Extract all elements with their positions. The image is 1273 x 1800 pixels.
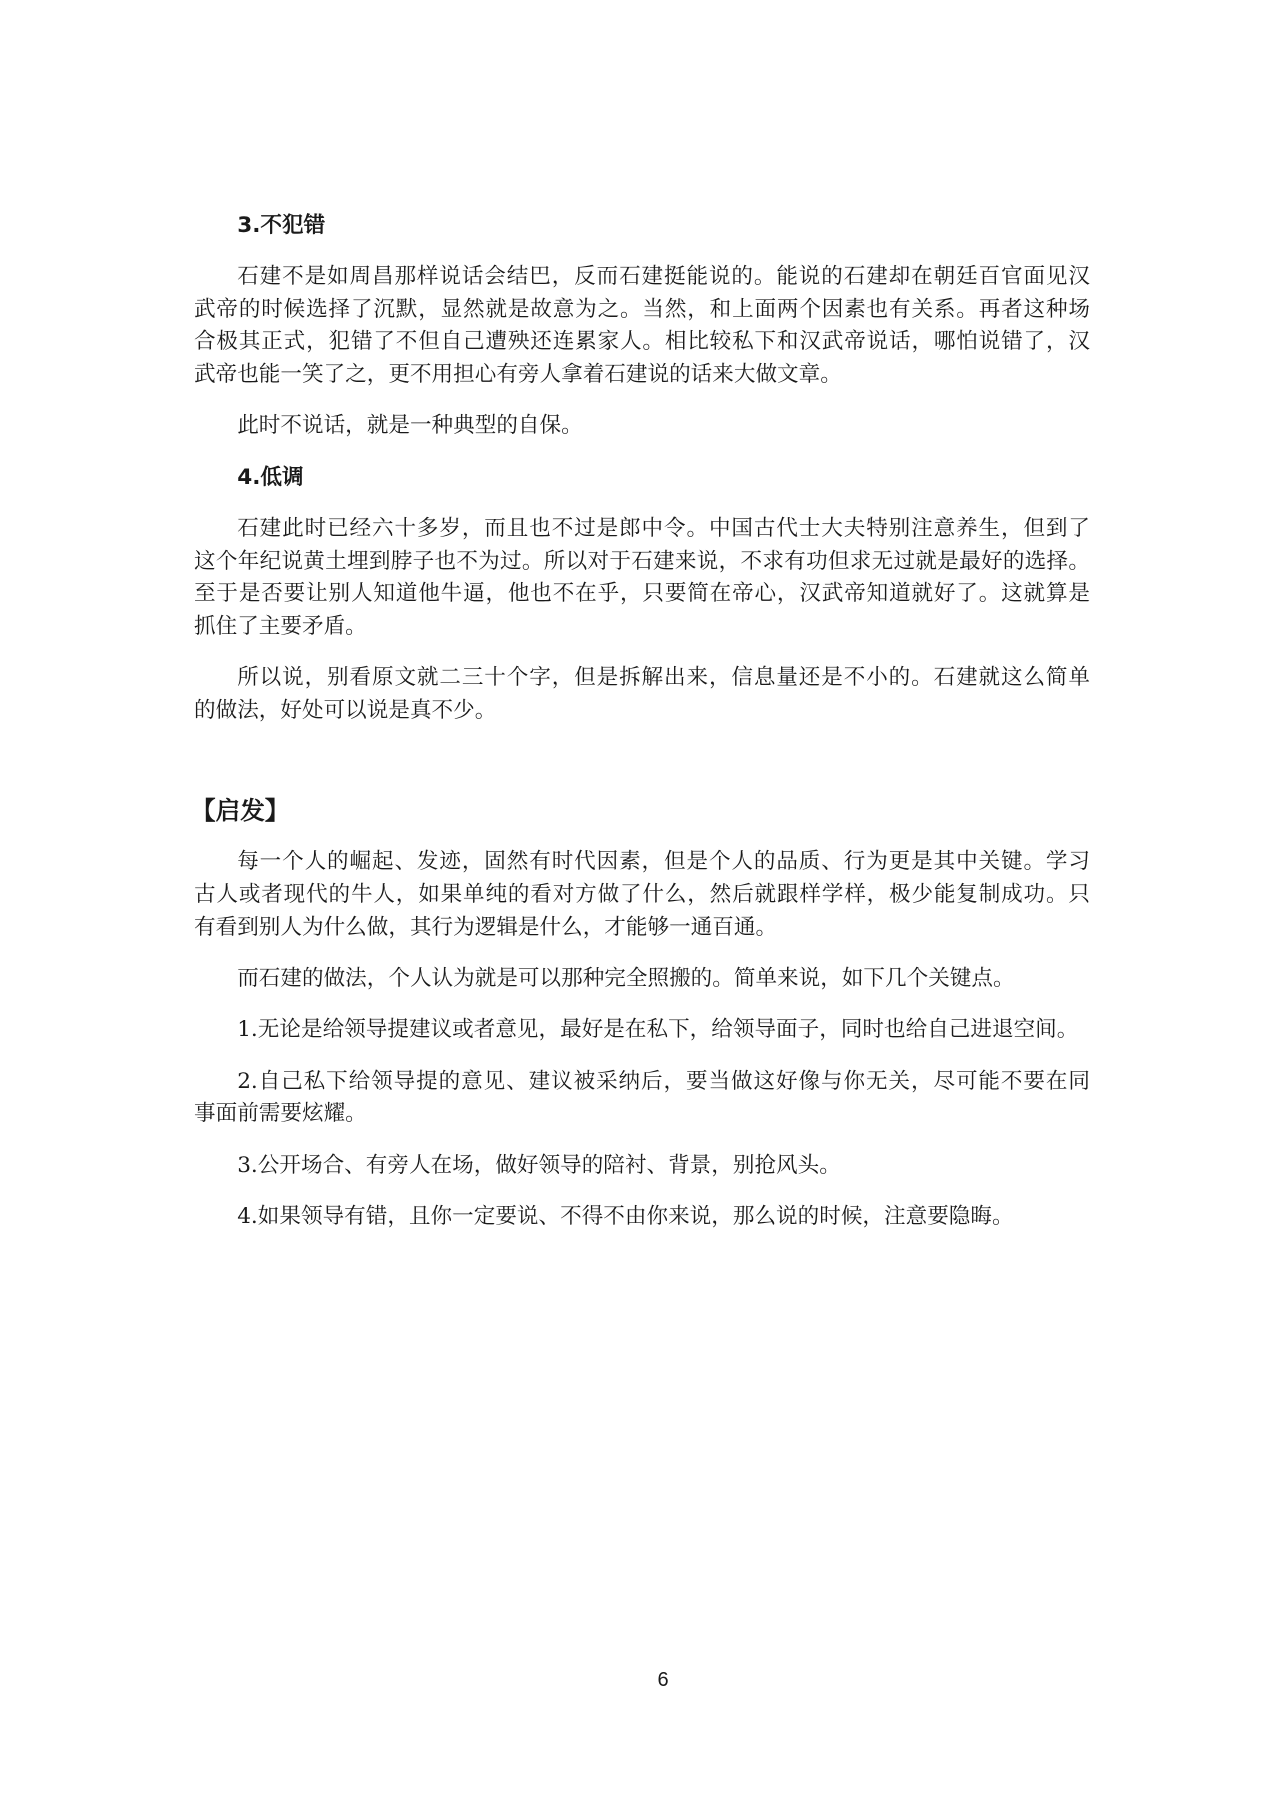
section-heading: 3.不犯错 — [237, 212, 326, 238]
paragraph-line: 2.自己私下给领导提的意见、建议被采纳后，要当做这好像与你无关，尽可能不要在同 — [237, 1068, 1090, 1094]
paragraph-line: 石建此时已经六十多岁，而且也不过是郎中令。中国古代士大夫特别注意养生，但到了 — [237, 515, 1090, 541]
paragraph-line: 而石建的做法，个人认为就是可以那种完全照搬的。简单来说，如下几个关键点。 — [237, 966, 1015, 992]
list-item — [194, 1150, 1090, 1183]
paragraph-line: 古人或者现代的牛人，如果单纯的看对方做了什么，然后就跟样学样，极少能复制成功。只 — [194, 882, 1090, 908]
paragraph — [194, 846, 1090, 944]
section-heading: 4.低调 — [237, 464, 304, 490]
paragraph-line: 武帝的时候选择了沉默，显然就是故意为之。当然，和上面两个因素也有关系。再者这种场 — [194, 296, 1090, 322]
paragraph-line: 每一个人的崛起、发迹，固然有时代因素，但是个人的品质、行为更是其中关键。学习 — [237, 849, 1090, 875]
list-item — [194, 1014, 1090, 1047]
paragraph — [194, 662, 1090, 728]
page-content — [191, 210, 1090, 1252]
paragraph-line: 的做法，好处可以说是真不少。 — [194, 698, 497, 724]
paragraph-line: 所以说，别看原文就二三十个字，但是拆解出来，信息量还是不小的。石建就这么简单 — [237, 665, 1090, 691]
paragraph-line: 合极其正式，犯错了不但自己遭殃还连累家人。相比较私下和汉武帝说话，哪怕说错了，汉 — [194, 329, 1090, 355]
paragraph-line: 此时不说话，就是一种典型的自保。 — [237, 413, 583, 439]
list-item — [194, 1201, 1090, 1234]
paragraph-line: 1.无论是给领导提建议或者意见，最好是在私下，给领导面子，同时也给自己进退空间。 — [237, 1017, 1079, 1043]
paragraph — [194, 963, 1090, 996]
paragraph-line: 事面前需要炫耀。 — [194, 1101, 367, 1127]
paragraph — [194, 513, 1090, 644]
paragraph-line: 抓住了主要矛盾。 — [194, 614, 367, 640]
paragraph — [194, 261, 1090, 392]
paragraph-line: 至于是否要让别人知道他牛逼，他也不在乎，只要简在帝心，汉武帝知道就好了。这就算是 — [194, 581, 1090, 607]
paragraph-line: 3.公开场合、有旁人在场，做好领导的陪衬、背景，别抢风头。 — [237, 1152, 841, 1178]
paragraph-line: 这个年纪说黄土埋到脖子也不为过。所以对于石建来说，不求有功但求无过就是最好的选择。 — [194, 548, 1090, 574]
paragraph — [194, 410, 1090, 443]
paragraph-line: 石建不是如周昌那样说话会结巴，反而石建挺能说的。能说的石建却在朝廷百官面见汉 — [237, 263, 1090, 289]
list-item — [194, 1066, 1090, 1132]
paragraph-line: 4.如果领导有错，且你一定要说、不得不由你来说，那么说的时候，注意要隐晦。 — [237, 1203, 1014, 1229]
section-heading-inspiration: 【启发】 — [191, 796, 290, 826]
paragraph-line: 有看到别人为什么做，其行为逻辑是什么，才能够一通百通。 — [194, 915, 778, 941]
page-number: 6 — [657, 1669, 669, 1691]
paragraph-line: 武帝也能一笑了之，更不用担心有旁人拿着石建说的话来大做文章。 — [194, 362, 842, 388]
